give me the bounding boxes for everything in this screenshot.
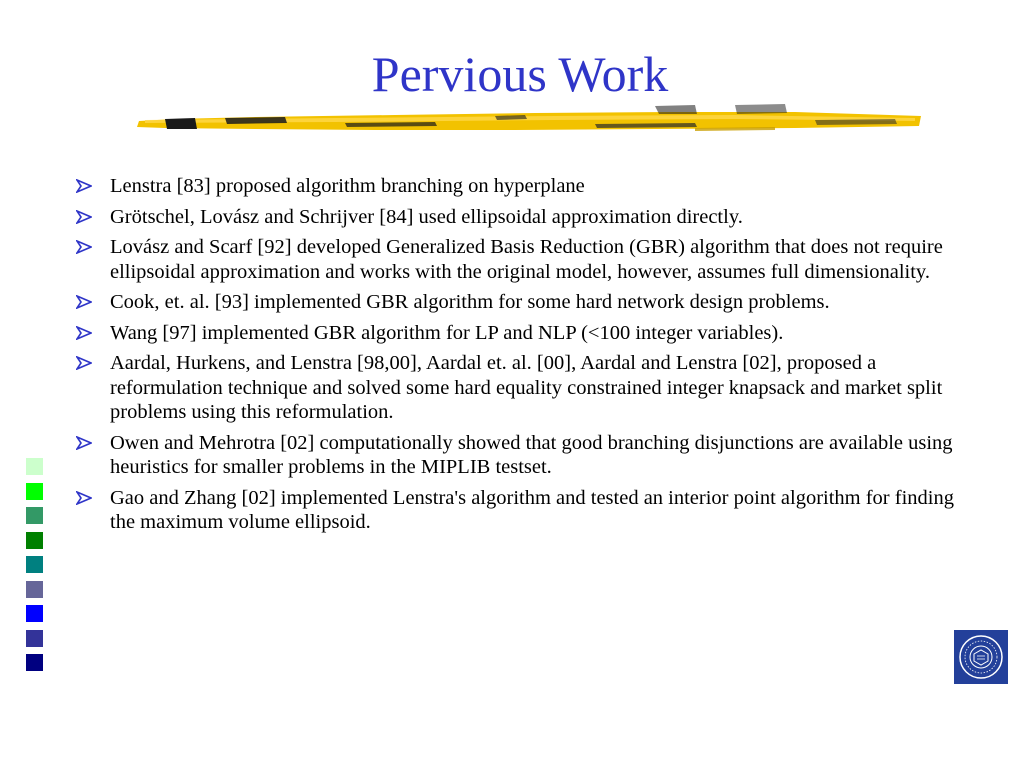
color-square (26, 605, 43, 622)
list-item (76, 321, 956, 346)
bullet-text: Cook, et. al. [93] implemented GBR algorithm for some hard network design problems. (110, 291, 830, 313)
arrow-bullet-icon (76, 356, 92, 370)
color-square (26, 483, 43, 500)
bullet-text: Wang [97] implemented GBR algorithm for LP and NLP (<100 integer variables). (110, 321, 784, 344)
arrow-bullet-icon (76, 179, 92, 193)
list-item (76, 174, 956, 199)
list-item (76, 235, 956, 284)
bullet-list (76, 174, 956, 541)
arrow-bullet-icon (76, 240, 92, 254)
list-item (76, 486, 956, 535)
arrow-bullet-icon (76, 295, 92, 309)
list-item (76, 431, 956, 480)
bullet-text: Owen and Mehrotra [02] computationally showed that good branching disjunctions are available using heuristics for smaller problems in the MIPLIB testset. (110, 431, 953, 478)
bullet-text: Aardal, Hurkens, and Lenstra [98,00], Aardal et. al. [00], Aardal and Lenstra [02], proposed a reformulation technique and solved some hard equality constrained integer knapsack and market split problems using this reformulation. (110, 352, 943, 423)
title-underline-brush (135, 102, 923, 138)
bullet-text: Gao and Zhang [02] implemented Lenstra's algorithm and tested an interior point algorithm for finding the maximum volume ellipsoid. (110, 486, 954, 533)
seal-emblem-icon (954, 630, 1008, 684)
color-square (26, 630, 43, 647)
bullet-text: Grötschel, Lovász and Schrijver [84] used ellipsoidal approximation directly. (110, 205, 743, 228)
arrow-bullet-icon (76, 436, 92, 450)
list-item (76, 290, 956, 315)
list-item (76, 351, 956, 425)
arrow-bullet-icon (76, 326, 92, 340)
arrow-bullet-icon (76, 210, 92, 224)
bullet-text: Lovász and Scarf [92] developed Generalized Basis Reduction (GBR) algorithm that does not require ellipsoidal approximation and works with the original model, however, assumes full dimensionality. (110, 236, 943, 283)
color-square (26, 507, 43, 524)
university-seal-logo (954, 630, 1008, 684)
color-square (26, 581, 43, 598)
color-square (26, 458, 43, 475)
arrow-bullet-icon (76, 491, 92, 505)
bullet-text: Lenstra [83] proposed algorithm branching on hyperplane (110, 175, 585, 197)
decorative-color-squares (26, 458, 43, 679)
color-square (26, 556, 43, 573)
slide-title: Pervious Work (371, 46, 669, 102)
color-square (26, 532, 43, 549)
color-square (26, 654, 43, 671)
list-item (76, 205, 956, 230)
